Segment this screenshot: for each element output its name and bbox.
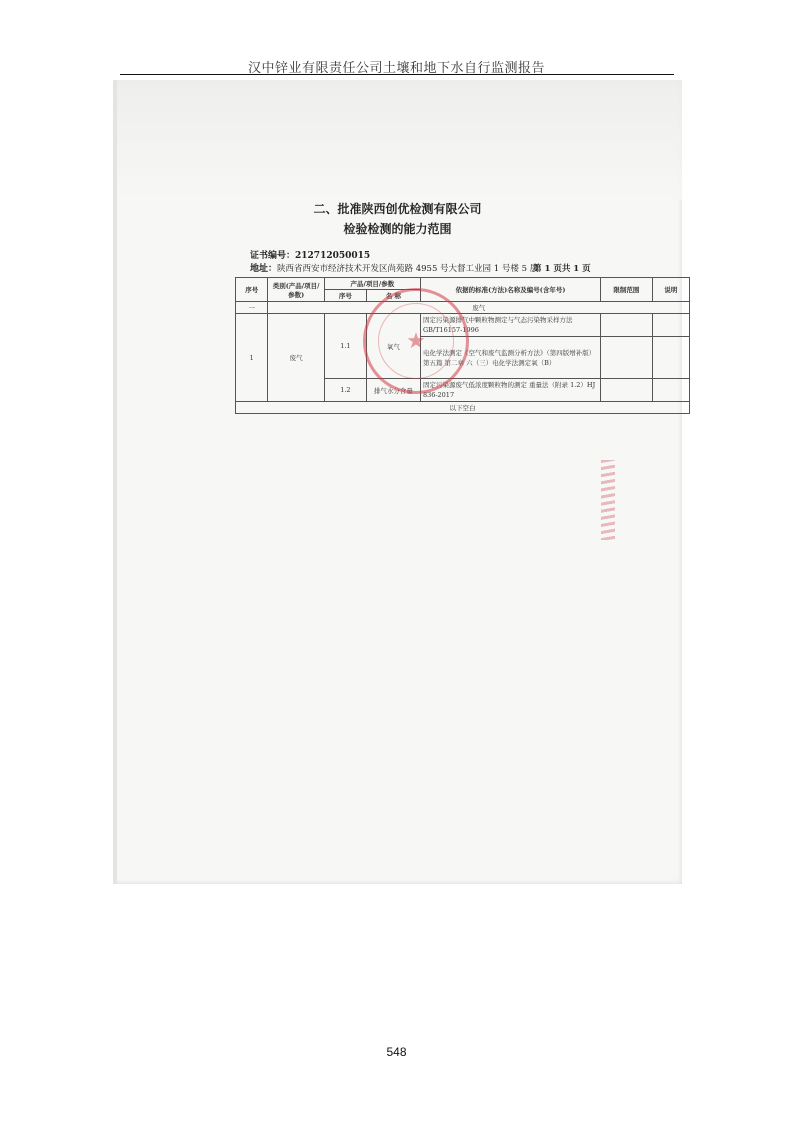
item-limit — [601, 337, 653, 379]
seal-star-icon: ★ — [406, 329, 426, 354]
section-seq: 一 — [236, 302, 268, 314]
item-name: 氧气 — [366, 314, 420, 379]
section-label: 废气 — [268, 302, 690, 314]
seal-edge-marks — [601, 460, 615, 540]
item-subseq: 1.2 — [324, 379, 366, 402]
table-footer: 以下空白 — [236, 402, 690, 414]
col-name-header: 名 称 — [366, 290, 420, 302]
page-number: 548 — [386, 1045, 407, 1059]
report-header-title: 汉中锌业有限责任公司土壤和地下水自行监测报告 — [247, 61, 545, 76]
group-seq: 1 — [236, 314, 268, 402]
item-limit — [601, 314, 653, 337]
address-value: 陕西省西安市经济技术开发区尚苑路 4955 号大督工业园 1 号楼 5 层 — [277, 264, 539, 274]
header-divider — [120, 74, 674, 75]
item-standard: 固定污染源排气中颗粒物测定与气态污染物采样方法 GB/T16157-1996 — [420, 314, 600, 337]
certificate-number: 212712050015 — [295, 251, 371, 261]
document-title-line1: 二、批准陕西创优检测有限公司 — [313, 202, 482, 216]
item-standard: 固定污染源废气低浓度颗粒物的测定 重量法（附录 1.2）HJ 836-2017 — [420, 379, 600, 402]
item-note — [652, 379, 689, 402]
item-limit — [601, 379, 653, 402]
certificate-line — [250, 248, 370, 261]
col-standard-header: 依据的标准(方法)名称及编号(含年号) — [420, 278, 600, 302]
col-category-header: 类别(产品/项目/参数) — [268, 278, 324, 302]
item-standard: 电化学法测定《空气和废气监测分析方法》（第四版增补版）第五篇 第二章 六（三）电化学法测定氧（B） — [420, 337, 600, 379]
page-info: 第 1 页共 1 页 — [533, 264, 591, 274]
document-title-line2: 检验检测的能力范围 — [343, 222, 452, 236]
section-row — [236, 302, 690, 314]
col-seq-header: 序号 — [236, 278, 268, 302]
col-subseq-header: 序号 — [324, 290, 366, 302]
col-note-header: 说明 — [652, 278, 689, 302]
address-label: 地址： — [250, 264, 278, 274]
table-header-row — [236, 278, 690, 290]
scanned-document — [113, 80, 682, 884]
address-line — [250, 261, 538, 274]
group-category: 废气 — [268, 314, 324, 402]
item-name: 排气水分含量 — [366, 379, 420, 402]
official-seal — [363, 288, 469, 394]
table-footer-row — [236, 402, 690, 414]
certificate-label: 证书编号： — [250, 251, 296, 261]
col-limit-header: 限制范围 — [601, 278, 653, 302]
item-subseq: 1.1 — [324, 314, 366, 379]
col-product-group-header: 产品/项目/参数 — [324, 278, 420, 290]
item-note — [652, 314, 689, 337]
item-note — [652, 337, 689, 379]
